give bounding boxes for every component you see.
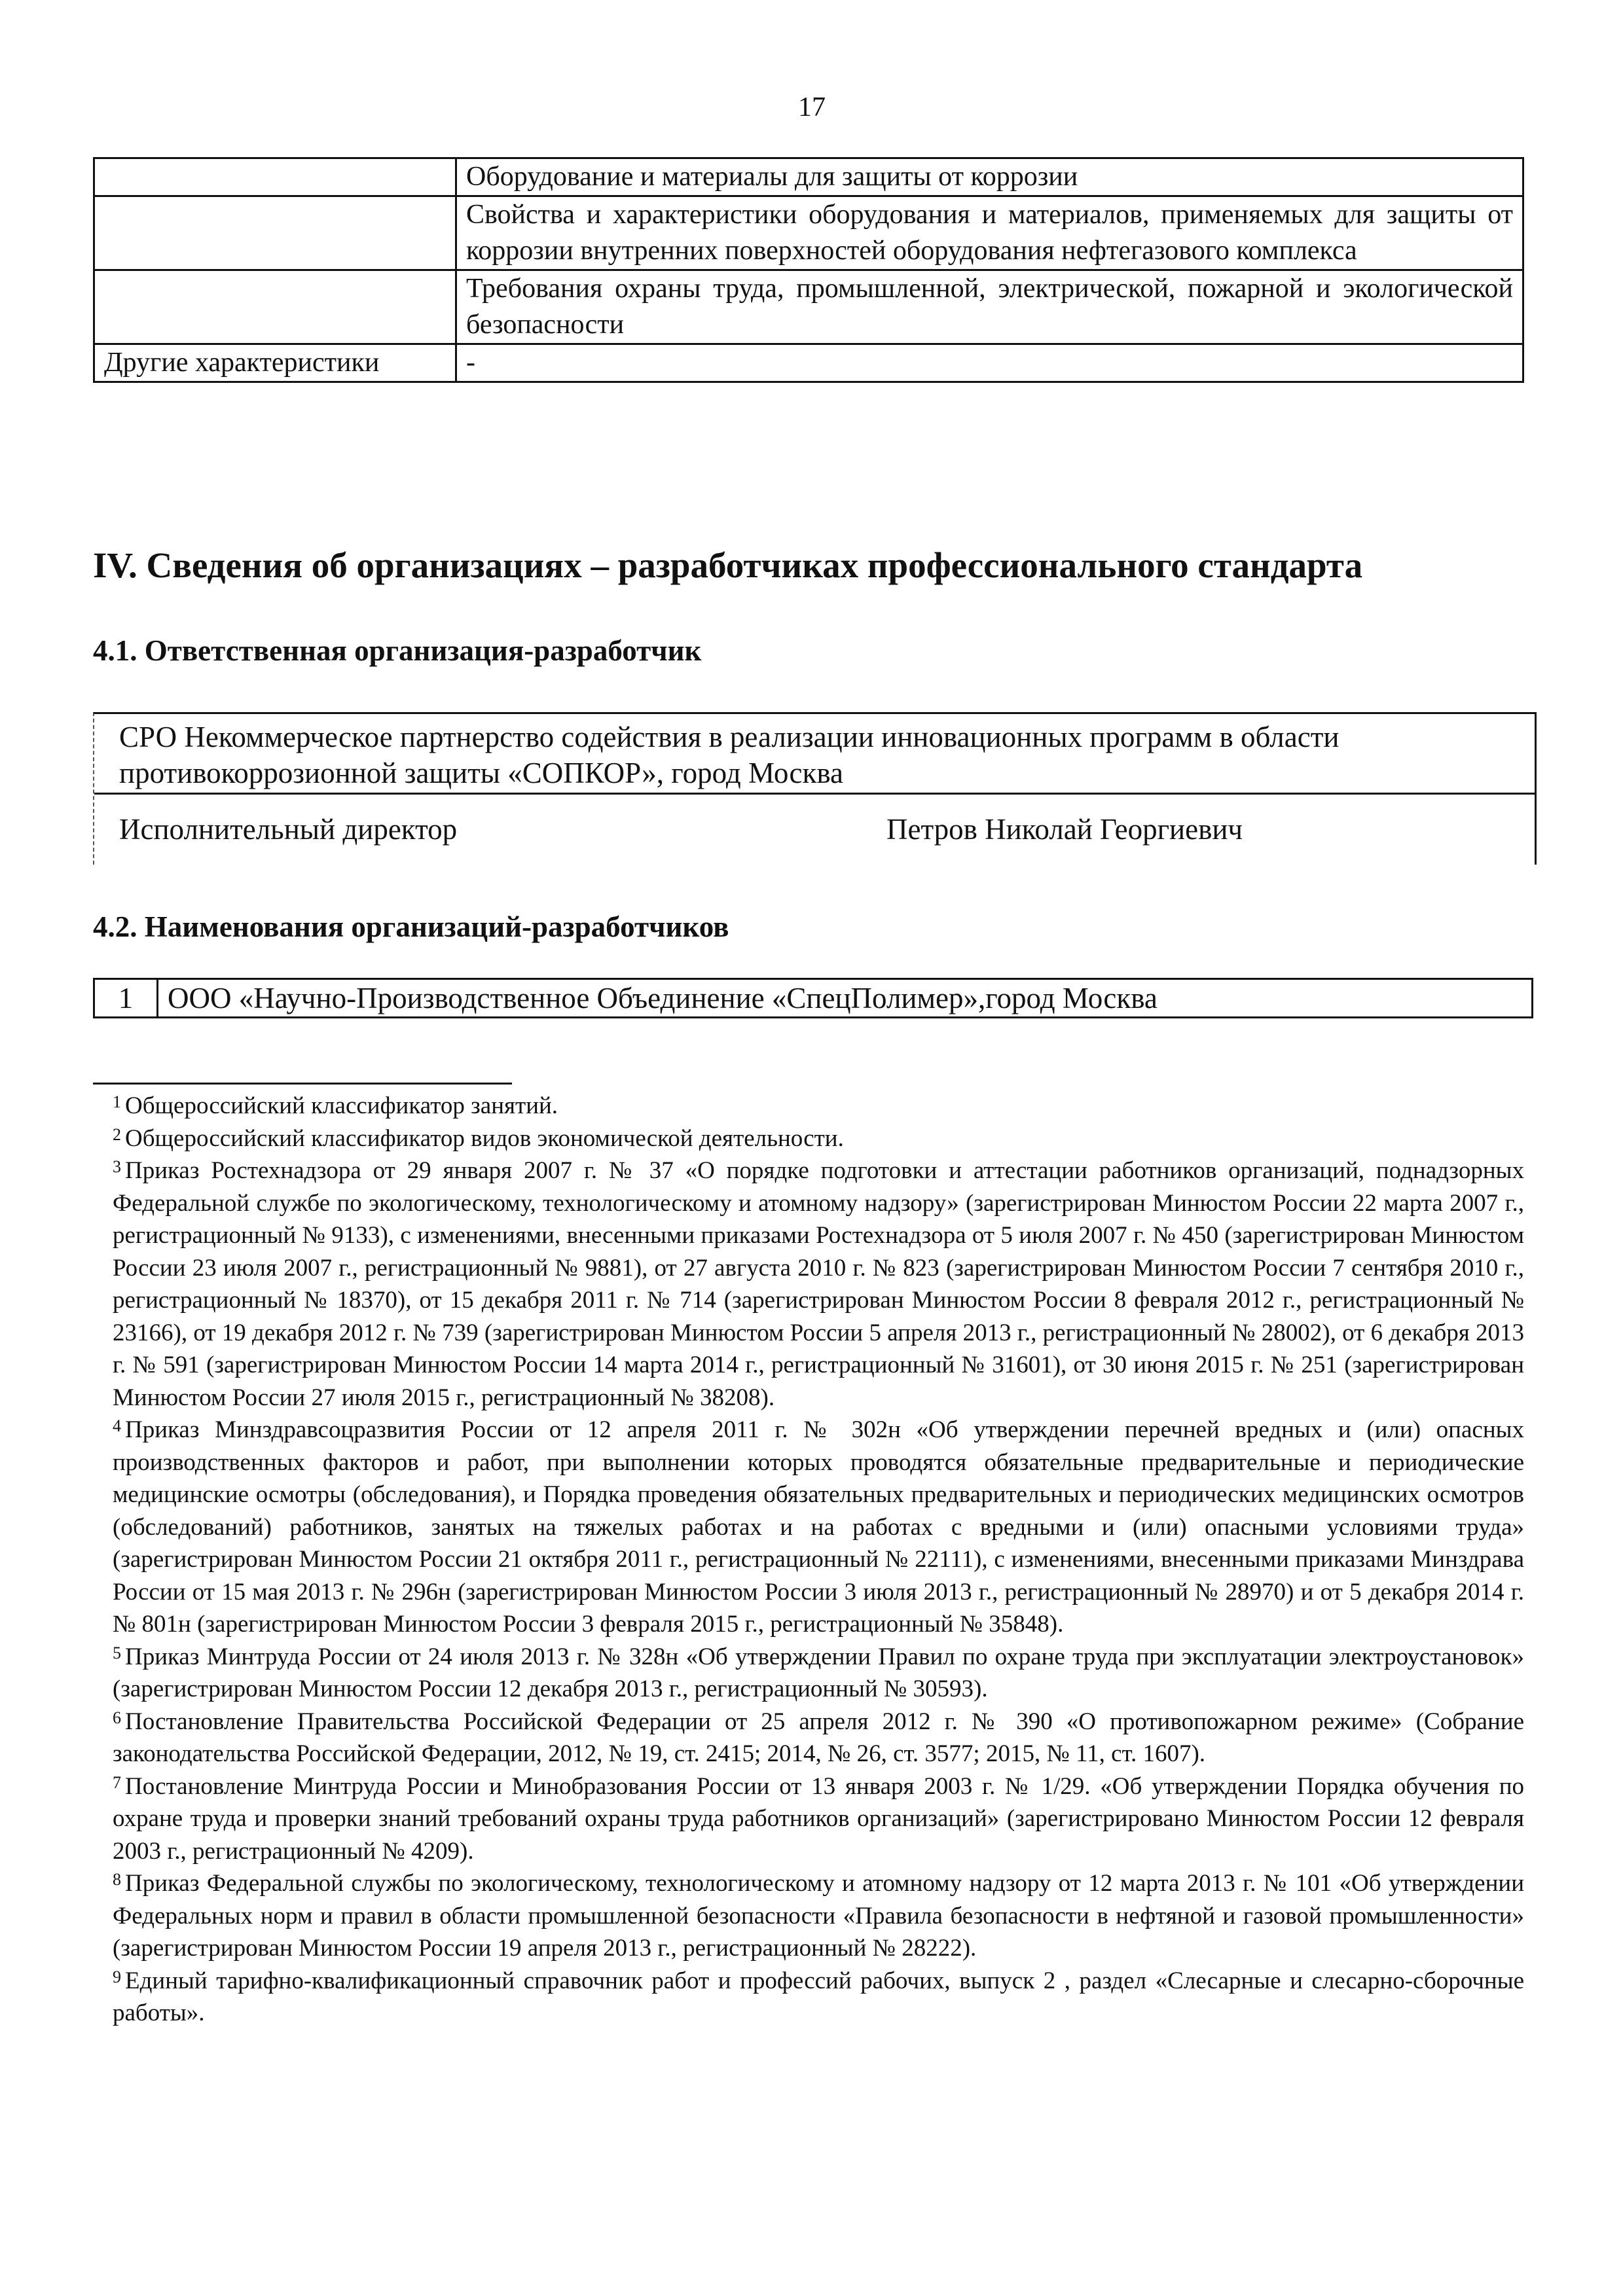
table-row (94, 270, 1523, 344)
footnote (113, 1414, 1524, 1641)
footnote-text: Общероссийский классификатор видов экономической деятельности. (125, 1124, 844, 1152)
footnote-number: 9 (113, 1967, 121, 1986)
footnotes (113, 1090, 1524, 2030)
footnote-number: 5 (113, 1643, 121, 1662)
footnote-text: Приказ Федеральной службы по экологическому, технологическому и атомному надзору от 12 марта 2013 г. № 101 «Об утверждении Федеральных норм и правил в области промышленной безопасности «Правила безопасности в нефтяной и газовой промышленности» (зарегистрирован Минюстом России 19 апреля 2013 г., регистрационный № 28222). (113, 1870, 1524, 1962)
director-name: Петров Николай Георгиевич (886, 813, 1243, 846)
table-cell-text: Оборудование и материалы для защиты от коррозии (456, 158, 1523, 196)
table-cell-text: Требования охраны труда, промышленной, электрической, пожарной и экологической безопасности (456, 270, 1523, 344)
footnote (113, 1122, 1524, 1155)
organization-name: СРО Некоммерческое партнерство содействия в реализации инновационных программ в области противокоррозионной защиты «СОПКОР», город Москва (119, 721, 1340, 789)
footnote (113, 1706, 1524, 1770)
footnote-separator (93, 1083, 512, 1085)
footnote-number: 1 (113, 1092, 121, 1111)
footnote-text: Постановление Минтруда России и Минобразования России от 13 января 2003 г. № 1/29. «Об утверждении Порядка обучения по охране труда и проверки знаний требований охраны труда работников организаций» (зарегистрировано Минюстом России 12 февраля 2003 г., регистрационный № 4209). (113, 1772, 1524, 1865)
footnote (113, 1641, 1524, 1706)
footnote-text: Приказ Минтруда России от 24 июля 2013 г. № 328н «Об утверждении Правил по охране труда при эксплуатации электроустановок» (зарегистрирован Минюстом России 12 декабря 2013 г., регистрационный № 30593). (113, 1643, 1524, 1702)
table-cell-label: Другие характеристики (94, 344, 456, 382)
page-number: 17 (798, 92, 826, 122)
footnote (113, 1965, 1524, 2030)
footnote-number: 2 (113, 1124, 121, 1144)
subsection-title-4-2: 4.2. Наименования организаций-разработчиков (93, 910, 729, 943)
footnote-number: 8 (113, 1870, 121, 1889)
footnote-text: Приказ Ростехнадзора от 29 января 2007 г. № 37 «О порядке подготовки и аттестации работников организаций, поднадзорных Федеральной службе по экологическому, технологическому и атомному надзору» (зарегистрирован Минюстом России 22 марта 2007 г., регистрационный № 9133), с изменениями, внесенными приказами Ростехнадзора от 5 июля 2007 г. № 450 (зарегистрирован Минюстом России 23 июля 2007 г., регистрационный № 9881), от 27 августа 2010 г. № 823 (зарегистрирован Минюстом России 7 сентября 2010 г., регистрационный № 18370), от 15 декабря 2011 г. № 714 (зарегистрирован Минюстом России 8 февраля 2012 г., регистрационный № 23166), от 19 декабря 2012 г. № 739 (зарегистрирован Минюстом России 5 апреля 2013 г., регистрационный № 28002), от 6 декабря 2013 г. № 591 (зарегистрирован Минюстом России 14 марта 2014 г., регистрационный № 31601), от 30 июня 2015 г. № 251 (зарегистрирован Минюстом России 27 июля 2015 г., регистрационный № 38208). (113, 1157, 1524, 1411)
developer-name: ООО «Научно-Производственное Объединение «СпецПолимер»,город Москва (158, 979, 1533, 1018)
footnote-text: Единый тарифно-квалификационный справочник работ и профессий рабочих, выпуск 2 , раздел «Слесарные и слесарно-сборочные работы». (113, 1967, 1524, 2026)
footnote-number: 6 (113, 1708, 121, 1727)
responsible-organization-box (93, 712, 1537, 865)
characteristics-table (93, 157, 1524, 383)
footnote-text: Постановление Правительства Российской Федерации от 25 апреля 2012 г. № 390 «О противопожарном режиме» (Собрание законодательства Российской Федерации, 2012, № 19, ст. 2415; 2014, № 26, ст. 3577; 2015, № 11, ст. 1607). (113, 1708, 1524, 1767)
table-cell-label (94, 158, 456, 196)
subsection-title-4-1: 4.1. Ответственная организация-разработчик (93, 634, 702, 667)
table-row (94, 158, 1523, 196)
director-position: Исполнительный директор (119, 813, 458, 846)
table-cell-label (94, 196, 456, 270)
footnote-text: Общероссийский классификатор занятий. (125, 1092, 558, 1119)
footnote-number: 7 (113, 1772, 121, 1792)
footnote-text: Приказ Минздравсоцразвития России от 12 апреля 2011 г. № 302н «Об утверждении перечней вредных и (или) опасных производственных факторов и работ, при выполнении которых проводятся обязательные предварительные и периодические медицинские осмотры (обследования), и Порядка проведения обязательных предварительных и периодических медицинских осмотров (обследований) работников, занятых на тяжелых работах и на работах с вредными и (или) опасными условиями труда» (зарегистрирован Минюстом России 21 октября 2011 г., регистрационный № 22111), с изменениями, внесенными приказами Минздрава России от 15 мая 2013 г. № 296н (зарегистрирован Минюстом России 3 июля 2013 г., регистрационный № 28970) и от 5 декабря 2014 г. № 801н (зарегистрирован Минюстом России 3 февраля 2015 г., регистрационный № 35848). (113, 1416, 1524, 1638)
row-number: 1 (94, 979, 158, 1018)
table-row (94, 979, 1533, 1018)
table-row (94, 344, 1523, 382)
divider (94, 793, 1535, 795)
table-cell-text: - (456, 344, 1523, 382)
footnote (113, 1090, 1524, 1122)
footnote-number: 4 (113, 1416, 121, 1435)
footnote-number: 3 (113, 1157, 121, 1176)
footnote (113, 1770, 1524, 1868)
section-title: IV. Сведения об организациях – разработчиках профессионального стандарта (93, 545, 1363, 585)
developers-table (93, 978, 1533, 1018)
table-cell-label (94, 270, 456, 344)
footnote (113, 1155, 1524, 1414)
table-cell-text: Свойства и характеристики оборудования и материалов, применяемых для защиты от коррозии внутренних поверхностей оборудования нефтегазового комплекса (456, 196, 1523, 270)
table-row (94, 196, 1523, 270)
footnote (113, 1867, 1524, 1965)
